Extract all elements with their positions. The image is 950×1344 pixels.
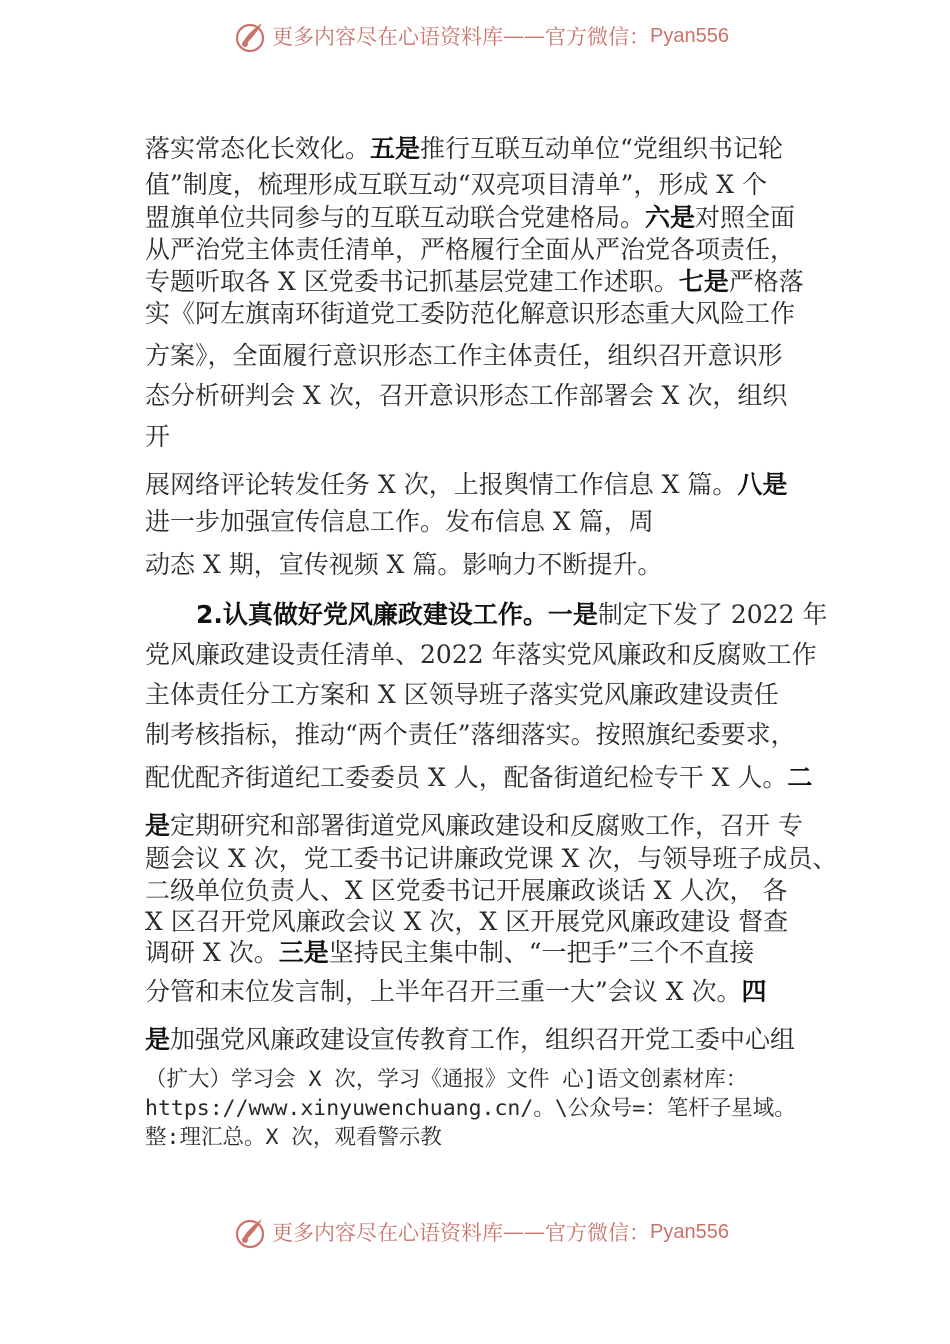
body-line: https://www.xinyuwenchuang.cn/。\公众号=：笔杆子星域。 xyxy=(145,1096,796,1121)
body-line: 开 xyxy=(145,422,171,451)
header-banner xyxy=(232,16,729,56)
footer-handle: Pyan556 xyxy=(650,1220,729,1243)
body-line: 主体责任分工方案和 X 区领导班子落实党风廉政建设责任 xyxy=(145,680,779,709)
body-line: 展网络评论转发任务 X 次，上报舆情工作信息 X 篇。八是 xyxy=(145,470,788,499)
body-line: X 区召开党风廉政会议 X 次，X 区开展党风廉政建设 督查 xyxy=(145,907,789,936)
body-line: （扩大）学习会 X 次，学习《通报》文件 心]语文创素材库： xyxy=(145,1067,748,1092)
quill-ink-logo-icon xyxy=(232,1214,268,1250)
body-line: 是定期研究和部署街道党风廉政建设和反腐败工作，召开 专 xyxy=(145,811,803,840)
body-line: 二级单位负责人、X 区党委书记开展廉政谈话 X 人次， 各 xyxy=(145,876,788,905)
body-line: 调研 X 次。三是坚持民主集中制、“一把手”三个不直接 xyxy=(145,938,755,967)
body-line: 党风廉政建设责任清单、2022 年落实党风廉政和反腐败工作 xyxy=(145,640,817,669)
body-line: 是加强党风廉政建设宣传教育工作，组织召开党工委中心组 xyxy=(145,1025,796,1054)
body-line: 专题听取各 X 区党委书记抓基层党建工作述职。七是严格落 xyxy=(145,267,804,296)
footer-brand: 更多内容尽在心语资料库 xyxy=(272,1221,503,1245)
header-handle: Pyan556 xyxy=(650,24,729,47)
body-line: 落实常态化长效化。五是推行互联互动单位“党组织书记轮 xyxy=(145,134,783,163)
body-line: 题会议 X 次，党工委书记讲廉政党课 X 次，与领导班子成员、 xyxy=(145,844,838,873)
body-line: 分管和末位发言制，上半年召开三重一大”会议 X 次。四 xyxy=(145,977,767,1006)
body-line: 态分析研判会 X 次，召开意识形态工作部署会 X 次，组织 xyxy=(145,381,788,410)
body-line: 进一步加强宣传信息工作。发布信息 X 篇，周 xyxy=(145,507,654,536)
body-line: 盟旗单位共同参与的互联互动联合党建格局。六是对照全面 xyxy=(145,203,796,232)
body-line: 实《阿左旗南环街道党工委防范化解意识形态重大风险工作 xyxy=(145,299,796,328)
body-line: 配优配齐街道纪工委委员 X 人，配备街道纪检专干 X 人。二 xyxy=(145,763,813,792)
body-line: 制考核指标，推动“两个责任”落细落实。按照旗纪委要求， xyxy=(145,720,796,749)
body-line: 方案》，全面履行意识形态工作主体责任，组织召开意识形 xyxy=(145,341,783,370)
body-line: 动态 X 期，宣传视频 X 篇。影响力不断提升。 xyxy=(145,550,663,579)
footer-separator: —— xyxy=(503,1220,545,1244)
header-brand: 更多内容尽在心语资料库 xyxy=(272,25,503,49)
header-separator: —— xyxy=(503,24,545,48)
header-label: 官方微信： xyxy=(545,25,650,49)
body-line: 整:理汇总。X 次，观看警示教 xyxy=(145,1125,442,1150)
section-heading-line: 2.认真做好党风廉政建设工作。一是制定下发了 2022 年 xyxy=(196,600,828,629)
footer-label: 官方微信： xyxy=(545,1221,650,1245)
footer-banner xyxy=(232,1212,729,1252)
body-line: 值”制度，梳理形成互联互动“双亮项目清单”，形成 X 个 xyxy=(145,170,768,199)
body-line: 从严治党主体责任清单，严格履行全面从严治党各项责任， xyxy=(145,235,796,264)
quill-ink-logo-icon xyxy=(232,18,268,54)
